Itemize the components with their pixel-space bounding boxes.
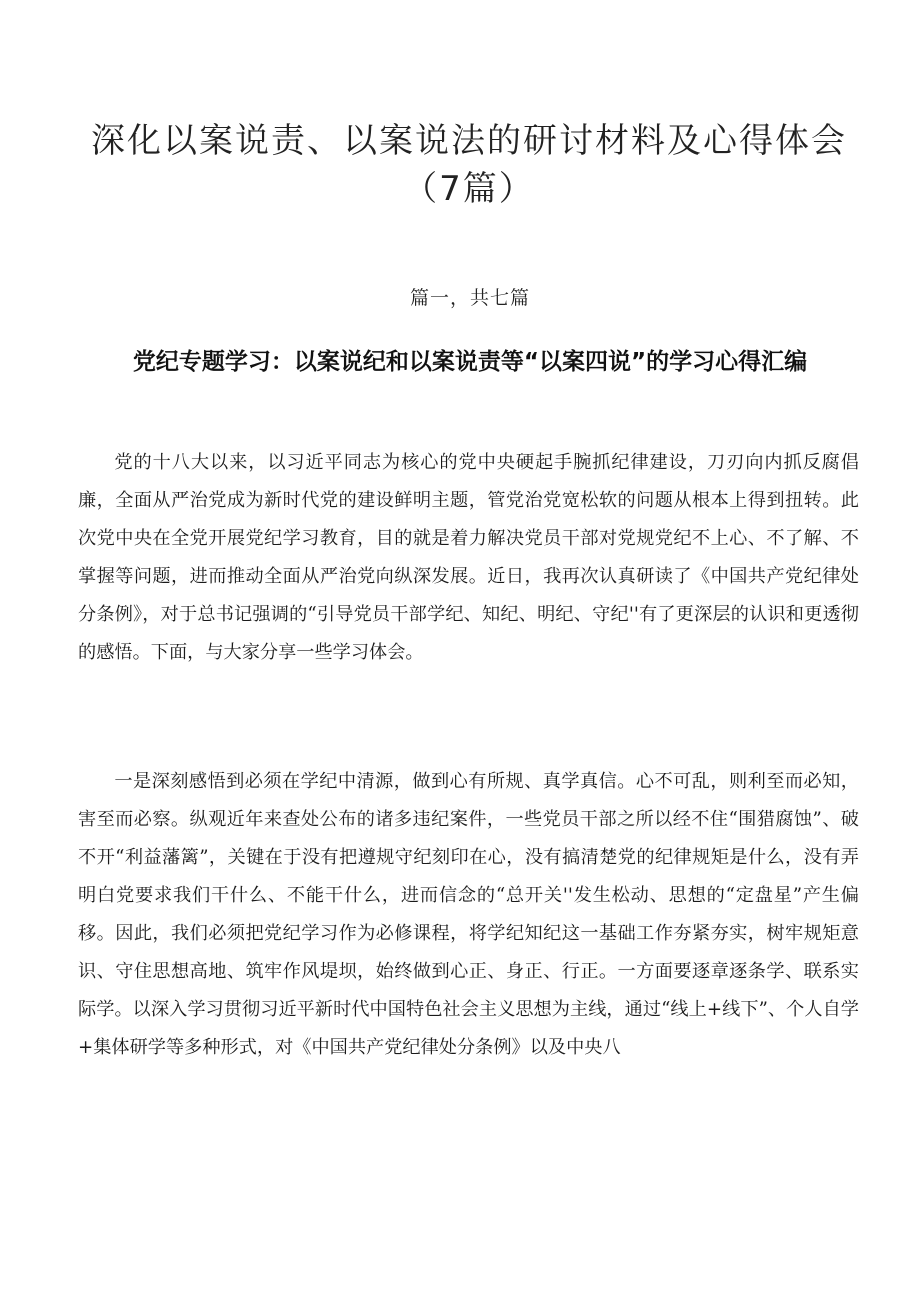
- body-paragraph: 一是深刻感悟到必须在学纪中清源，做到心有所规、真学真信。心不可乱，则利至而必知，害至而必察。纵观近年来查处公布的诸多违纪案件，一些党员干部之所以经不住“围猎腐蚀”、破不开“利益藩篱”，关键在于没有把遵规守纪刻印在心，没有搞清楚党的纪律规矩是什么，没有弄明白党要求我们干什么、不能干什么，进而信念的“总开关''发生松动、思想的“定盘星”产生偏移。因此，我们必须把党纪学习作为必修课程，将学纪知纪这一基础工作夯紧夯实，树牢规矩意识、守住思想高地、筑牢作风堤坝，始终做到心正、身正、行正。一方面要逐章逐条学、联系实际学。以深入学习贯彻习近平新时代中国特色社会主义思想为主线，通过“线上+线下”、个人自学+集体研学等多种形式，对《中国共产党纪律处分条例》以及中央八: [78, 771, 859, 1058]
- section-title: [0, 340, 920, 384]
- body-paragraph: 党的十八大以来，以习近平同志为核心的党中央硬起手腕抓纪律建设，刀刃向内抓反腐倡廉，全面从严治党成为新时代党的建设鲜明主题，管党治党宽松软的问题从根本上得到扭转。此次党中央在全党开展党纪学习教育，目的就是着力解决党员干部对党规党纪不上心、不了解、不掌握等问题，进而推动全面从严治党向纵深发展。近日，我再次认真研读了《中国共产党纪律处分条例》，对于总书记强调的“引导党员干部学纪、知纪、明纪、守纪''有了更深层的认识和更透彻的感悟。下面，与大家分享一些学习体会。: [78, 452, 859, 663]
- section-title-text: 党纪专题学习：以案说纪和以案说责等“以案四说”的学习心得汇编: [132, 349, 808, 375]
- document-title: 深化以案说责、以案说法的研讨材料及心得体会（7篇）: [91, 121, 847, 209]
- chapter-label: 篇一，共七篇: [409, 287, 530, 309]
